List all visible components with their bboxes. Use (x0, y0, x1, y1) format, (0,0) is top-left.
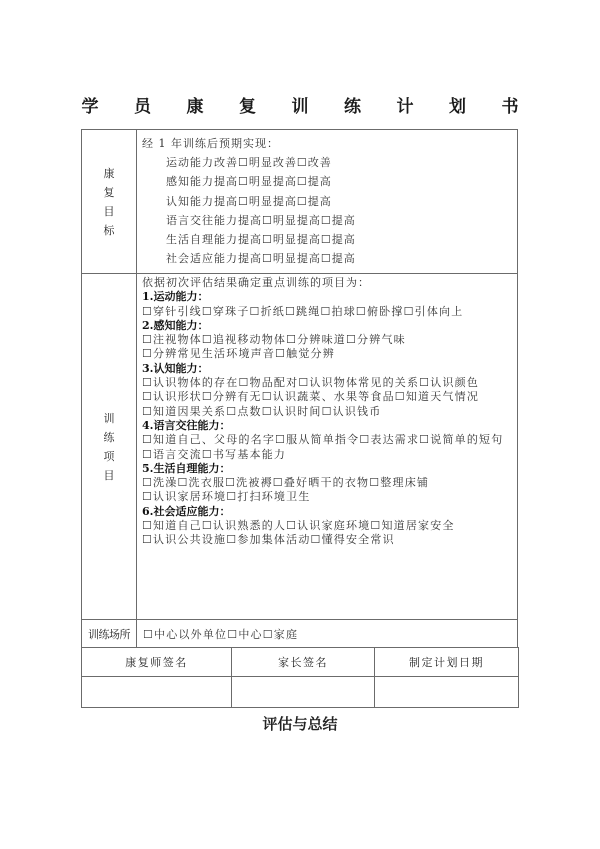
goal-line-cognition[interactable]: 认知能力提高☐明显提高☐提高 (166, 194, 332, 208)
document-title (80, 92, 520, 117)
category-options[interactable]: ☐注视物体☐追视移动物体☐分辨味道☐分辨气味 (142, 333, 406, 347)
category-options[interactable]: ☐分辨常见生活环境声音☐触觉分辨 (142, 347, 335, 361)
goals-label-char: 康 (103, 166, 115, 180)
category-options[interactable]: ☐知道自己☐认识熟悉的人☐认识家庭环境☐知道居家安全 (142, 519, 455, 533)
goal-line-social[interactable]: 社会适应能力提高☐明显提高☐提高 (166, 252, 356, 266)
plan-date-field[interactable] (375, 677, 519, 708)
category-heading: 6.社会适应能力： (142, 504, 231, 518)
title-char: 计 (396, 97, 414, 117)
place-label: 训练场所 (82, 620, 137, 648)
goals-label-char: 目 (103, 204, 115, 218)
title-char: 康 (186, 97, 204, 117)
goals-label-char: 标 (103, 223, 115, 237)
category-heading: 1.运动能力： (142, 290, 209, 304)
category-options[interactable]: ☐知道因果关系☐点数☐认识时间☐认识钱币 (142, 404, 382, 418)
title-char: 练 (344, 97, 361, 117)
plan-date-header: 制定计划日期 (375, 648, 519, 677)
therapist-signature-header: 康复师签名 (82, 648, 232, 677)
title-char: 复 (239, 97, 256, 117)
training-label-char: 目 (103, 468, 115, 482)
category-options[interactable]: ☐穿针引线☐穿珠子☐折纸☐跳绳☐拍球☐俯卧撑☐引体向上 (142, 304, 464, 318)
goal-line-motor[interactable]: 运动能力改善☐明显改善☐改善 (166, 156, 332, 170)
therapist-signature-field[interactable] (82, 677, 232, 708)
goals-row (82, 130, 518, 274)
category-heading: 2.感知能力： (142, 318, 209, 332)
title-char: 员 (134, 97, 151, 117)
training-content (137, 274, 518, 620)
category-heading: 5.生活自理能力： (142, 461, 231, 475)
goal-line-selfcare[interactable]: 生活自理能力提高☐明显提高☐提高 (166, 233, 356, 247)
training-label-char: 训 (103, 411, 115, 425)
title-char: 学 (81, 97, 99, 117)
title-char: 划 (449, 97, 466, 117)
goals-label-char: 复 (103, 185, 115, 199)
training-row (82, 274, 518, 620)
signature-table (81, 647, 519, 708)
category-heading: 3.认知能力： (142, 361, 209, 375)
category-options[interactable]: ☐认识公共设施☐参加集体活动☐懂得安全常识 (142, 533, 395, 547)
training-label-char: 项 (103, 449, 115, 463)
category-options[interactable]: ☐认识形状☐分辨有无☐认识蔬菜、水果等食品☐知道天气情况 (142, 390, 480, 404)
parent-signature-header: 家长签名 (232, 648, 375, 677)
place-options[interactable]: ☐中心以外单位☐中心☐家庭 (137, 620, 518, 648)
training-label-char: 练 (103, 430, 115, 444)
title-char: 训 (291, 97, 309, 117)
goals-content (137, 130, 518, 274)
title-char: 书 (501, 97, 519, 117)
category-options[interactable]: ☐认识物体的存在☐物品配对☐认识物体常见的关系☐认识颜色 (142, 376, 480, 390)
category-heading: 4.语言交往能力： (142, 418, 231, 432)
training-intro: 依据初次评估结果确定重点训练的项目为： (142, 276, 370, 289)
category-options[interactable]: ☐知道自己、父母的名字☐服从简单指令☐表达需求☐说简单的短句 (142, 433, 504, 447)
training-label (82, 274, 137, 620)
signature-header-row (82, 648, 519, 677)
plan-table (81, 129, 518, 648)
category-options[interactable]: ☐认识家居环境☐打扫环境卫生 (142, 490, 311, 504)
category-options[interactable]: ☐语言交流☐书写基本能力 (142, 447, 287, 461)
parent-signature-field[interactable] (232, 677, 375, 708)
signature-value-row (82, 677, 519, 708)
goal-line-language[interactable]: 语言交往能力提高☐明显提高☐提高 (166, 213, 356, 227)
category-options[interactable]: ☐洗澡☐洗衣服☐洗被褥☐叠好晒干的衣物☐整理床铺 (142, 476, 430, 490)
goals-intro: 经 1 年训练后预期实现： (142, 137, 279, 150)
goals-label (82, 130, 137, 274)
place-row (82, 620, 518, 648)
goal-line-perception[interactable]: 感知能力提高☐明显提高☐提高 (166, 175, 332, 189)
section-title-evaluation: 评估与总结 (262, 715, 338, 733)
